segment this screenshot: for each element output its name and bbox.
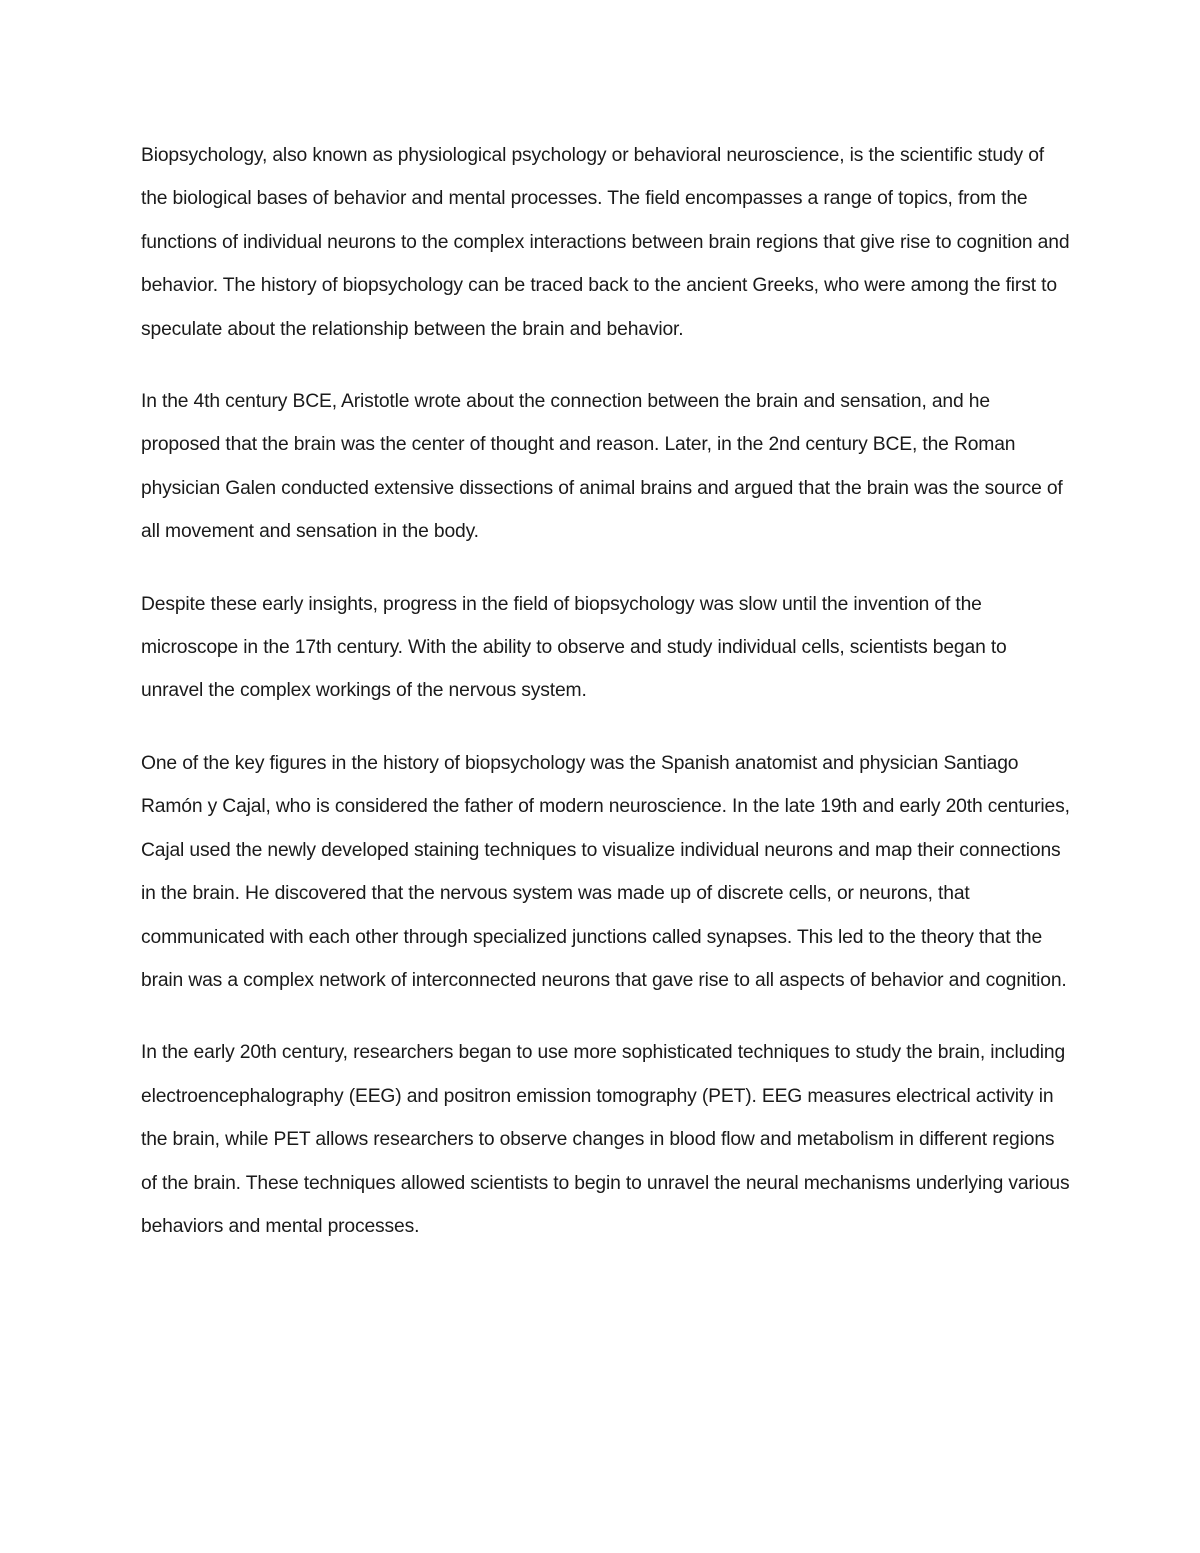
paragraph-eeg-pet: In the early 20th century, researchers began to use more sophisticated techniques to study the brain, including electroencephalography (EEG) and positron emission tomography (PET). EEG measures electrical activity in the brain, while PET allows researchers to observe changes in blood flow and metabolism in different regions of the brain. These techniques allowed scientists to begin to unravel the neural mechanisms underlying various behaviors and mental processes. <box>141 1042 1070 1237</box>
paragraph-intro: Biopsychology, also known as physiological psychology or behavioral neuroscience, is the scientific study of the biological bases of behavior and mental processes. The field encompasses a range of topics, from the functions of individual neurons to the complex interactions between brain regions that give rise to cognition and behavior. The history of biopsychology can be traced back to the ancient Greeks, who were among the first to speculate about the relationship between the brain and behavior. <box>141 145 1070 340</box>
document-body <box>141 134 1071 1277</box>
paragraph-microscope: Despite these early insights, progress in the field of biopsychology was slow until the invention of the microscope in the 17th century. With the ability to observe and study individual cells, scientists began to unravel the complex workings of the nervous system. <box>141 593 1007 702</box>
paragraph-aristotle-galen: In the 4th century BCE, Aristotle wrote about the connection between the brain and sensation, and he proposed that the brain was the center of thought and reason. Later, in the 2nd century BCE, the Roman physician Galen conducted extensive dissections of animal brains and argued that the brain was the source of all movement and sensation in the body. <box>141 391 1063 543</box>
paragraph-cajal: One of the key figures in the history of biopsychology was the Spanish anatomist and physician Santiago Ramón y Cajal, who is considered the father of modern neuroscience. In the late 19th and early 20th centuries, Cajal used the newly developed staining techniques to visualize individual neurons and map their connections in the brain. He discovered that the nervous system was made up of discrete cells, or neurons, that communicated with each other through specialized junctions called synapses. This led to the theory that the brain was a complex network of interconnected neurons that gave rise to all aspects of behavior and cognition. <box>141 752 1070 991</box>
